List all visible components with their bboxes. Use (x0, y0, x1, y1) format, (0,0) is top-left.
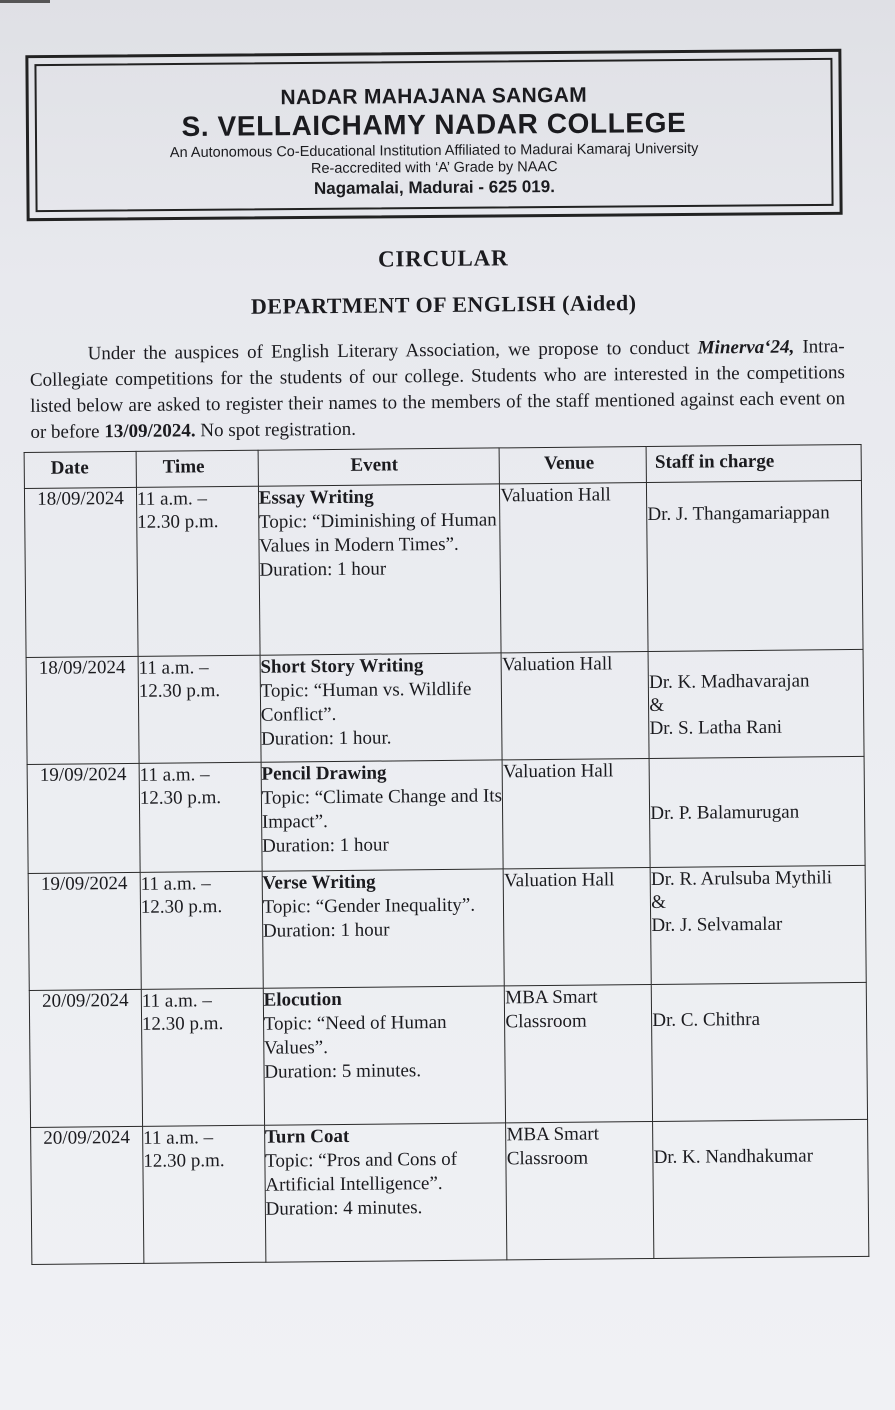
event-title: Elocution (263, 988, 342, 1011)
table-row (29, 982, 867, 1127)
row-date: 20/09/2024 (29, 989, 142, 1127)
event-name: Minerva‘24, (697, 336, 795, 359)
staff-name-1: Dr. J. Thangamariappan (647, 502, 830, 525)
table-row (24, 480, 863, 657)
edge-mark (0, 0, 50, 3)
event-topic: Topic: “Human vs. Wildlife Conflict”. (260, 678, 472, 726)
row-staff (649, 756, 865, 867)
row-staff (653, 1119, 869, 1258)
accreditation-line: Re-accredited with ‘A’ Grade by NAAC (310, 159, 558, 177)
row-staff (647, 480, 863, 651)
header-staff: Staff in charge (646, 444, 861, 482)
row-time (141, 988, 264, 1126)
event-title: Pencil Drawing (261, 762, 387, 785)
row-time (142, 1125, 265, 1263)
address-line: Nagamalai, Madurai - 625 019. (313, 177, 555, 198)
para-part1: Under the auspices of English Literary Association, we propose to conduct (87, 337, 698, 365)
row-venue: Valuation Hall (501, 651, 649, 759)
row-event (260, 653, 503, 762)
staff-name-1: Dr. R. Arulsuba Mythili (650, 867, 833, 890)
time-start: 11 a.m. – (141, 990, 212, 1012)
time-start: 11 a.m. – (138, 657, 209, 679)
event-topic: Topic: “Need of Human Values”. (263, 1011, 447, 1059)
time-end: 12.30 p.m. (143, 1150, 225, 1172)
row-event (261, 760, 504, 871)
affiliation-line: An Autonomous Co-Educational Institution Affiliated to Madurai Kamaraj University (169, 140, 699, 162)
table-row (31, 1119, 869, 1264)
staff-name-1: Dr. C. Chithra (652, 1008, 761, 1031)
row-time (140, 871, 263, 989)
time-end: 12.30 p.m. (140, 896, 223, 918)
row-venue: MBA Smart Classroom (506, 1121, 654, 1259)
event-title: Essay Writing (258, 486, 374, 509)
event-duration: Duration: 1 hour (262, 834, 389, 857)
staff-separator: & (649, 694, 665, 716)
row-date: 18/09/2024 (24, 487, 138, 657)
para-part2: Intra-Collegiate competitions for the students of our college. Students who are interested in the competitions listed below are asked to register their names to the members of the staff mentioned against each event on or before (29, 336, 846, 443)
para-part3: No spot registration. (195, 418, 357, 442)
time-end: 12.30 p.m. (141, 1013, 224, 1035)
event-duration: Duration: 1 hour. (261, 727, 392, 750)
registration-deadline: 13/09/2024. (104, 420, 196, 443)
event-topic: Topic: “Pros and Cons of Artificial Intelligence”. (265, 1148, 458, 1196)
event-duration: Duration: 1 hour (262, 919, 390, 942)
staff-name-1: Dr. K. Madhavarajan (648, 669, 810, 693)
event-title: Verse Writing (262, 871, 376, 894)
row-event (263, 986, 506, 1125)
row-event (262, 869, 505, 988)
header-venue: Venue (499, 447, 646, 484)
event-topic: Topic: “Climate Change and Its Impact”. (261, 785, 503, 833)
college-name: S. VELLAICHAMY NADAR COLLEGE (181, 107, 687, 142)
row-event (258, 484, 501, 655)
staff-name-2: Dr. J. Selvamalar (651, 913, 783, 936)
row-date: 19/09/2024 (28, 872, 141, 990)
staff-name-1: Dr. K. Nandhakumar (653, 1145, 814, 1168)
table-row (27, 756, 865, 873)
time-start: 11 a.m. – (139, 764, 210, 786)
time-end: 12.30 p.m. (138, 680, 221, 702)
row-date: 19/09/2024 (27, 763, 140, 873)
row-event (264, 1123, 507, 1262)
time-end: 12.30 p.m. (137, 511, 219, 533)
time-start: 11 a.m. – (140, 873, 211, 895)
event-topic: Topic: “Gender Inequality”. (262, 894, 476, 918)
circular-title: CIRCULAR (377, 245, 509, 272)
org-name: NADAR MAHAJANA SANGAM (280, 83, 588, 110)
row-venue: Valuation Hall (504, 867, 652, 985)
event-topic: Topic: “Diminishing of Human Values in Modern Times”. (258, 509, 497, 557)
row-staff (650, 865, 866, 984)
row-time (138, 655, 261, 763)
time-end: 12.30 p.m. (139, 787, 222, 809)
row-venue: MBA Smart Classroom (505, 984, 653, 1122)
event-duration: Duration: 4 minutes. (265, 1197, 423, 1220)
department-title: DEPARTMENT OF ENGLISH (Aided) (250, 290, 637, 319)
event-title: Short Story Writing (260, 655, 424, 678)
event-duration: Duration: 1 hour (259, 558, 387, 581)
row-date: 18/09/2024 (26, 656, 139, 764)
time-start: 11 a.m. – (136, 488, 208, 510)
event-title: Turn Coat (264, 1125, 350, 1148)
row-time (139, 762, 262, 872)
header-time: Time (136, 450, 258, 487)
row-venue: Valuation Hall (500, 483, 648, 653)
intro-paragraph (30, 334, 846, 446)
staff-name-2: Dr. S. Latha Rani (649, 716, 783, 739)
event-duration: Duration: 5 minutes. (264, 1060, 422, 1083)
staff-separator: & (651, 891, 667, 913)
staff-name-1: Dr. P. Balamurugan (650, 801, 800, 824)
letterhead-inner (34, 58, 833, 212)
letterhead-box (25, 49, 842, 221)
table-row (26, 649, 864, 764)
schedule-table (24, 444, 870, 1265)
header-event: Event (258, 448, 500, 486)
row-staff (648, 649, 864, 758)
time-start: 11 a.m. – (142, 1127, 214, 1149)
table-row (28, 865, 866, 990)
row-venue: Valuation Hall (502, 758, 650, 868)
header-date: Date (24, 451, 136, 488)
row-time (136, 486, 259, 656)
row-date: 20/09/2024 (31, 1126, 144, 1264)
row-staff (651, 982, 867, 1121)
